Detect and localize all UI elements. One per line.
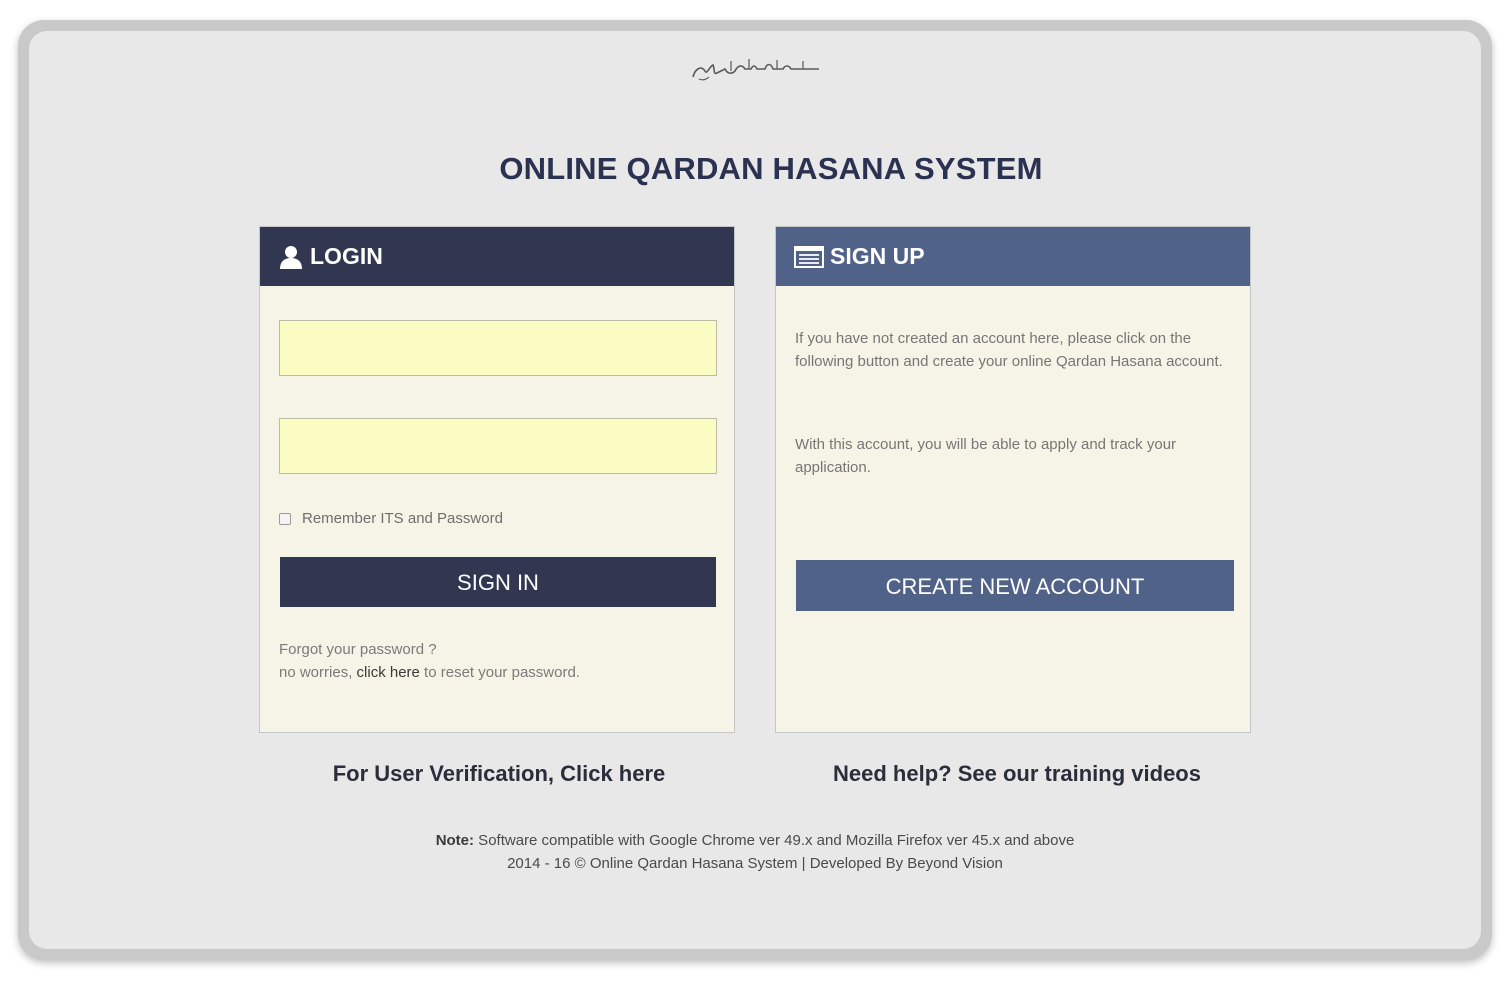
- its-input[interactable]: [279, 320, 717, 376]
- login-panel: [259, 226, 735, 733]
- calligraphy-logo: [691, 51, 821, 85]
- forgot-password-text: [279, 638, 580, 684]
- signup-title: SIGN UP: [830, 243, 925, 269]
- login-title: LOGIN: [310, 243, 383, 269]
- remember-checkbox[interactable]: [279, 513, 291, 525]
- registration-form-icon: [794, 244, 824, 270]
- sign-in-button[interactable]: SIGN IN: [280, 557, 716, 607]
- signup-paragraph-1: If you have not created an account here, please click on the following button and create your online Qardan Hasana account.: [795, 330, 1223, 370]
- forgot-line1: Forgot your password ?: [279, 641, 437, 658]
- remember-label: Remember ITS and Password: [302, 510, 503, 527]
- forgot-suffix: to reset your password.: [419, 664, 580, 681]
- password-input[interactable]: [279, 418, 717, 474]
- user-icon: [278, 244, 304, 270]
- login-header: [260, 227, 734, 286]
- create-account-button[interactable]: CREATE NEW ACCOUNT: [796, 560, 1234, 611]
- signup-panel: [775, 226, 1251, 733]
- forgot-line2: [279, 661, 580, 684]
- signup-header: [776, 227, 1250, 286]
- device-frame: [18, 20, 1492, 960]
- note-text: Software compatible with Google Chrome ver 49.x and Mozilla Firefox ver 45.x and above: [474, 832, 1075, 849]
- signup-paragraph-2: With this account, you will be able to apply and track your application.: [795, 436, 1177, 476]
- forgot-prefix: no worries,: [279, 664, 357, 681]
- page-title: ONLINE QARDAN HASANA SYSTEM: [499, 151, 1043, 186]
- note-label: Note:: [435, 832, 475, 849]
- remember-option[interactable]: [279, 510, 503, 527]
- training-videos-link[interactable]: Need help? See our training videos: [833, 761, 1201, 786]
- footer: [29, 829, 1481, 875]
- page-screen: [29, 31, 1481, 949]
- copyright-text: 2014 - 16 © Online Qardan Hasana System | Developed By Beyond Vision: [507, 855, 1003, 872]
- reset-password-link[interactable]: click here: [356, 664, 420, 681]
- user-verification-link[interactable]: For User Verification, Click here: [332, 761, 666, 786]
- compatibility-note: [29, 829, 1481, 852]
